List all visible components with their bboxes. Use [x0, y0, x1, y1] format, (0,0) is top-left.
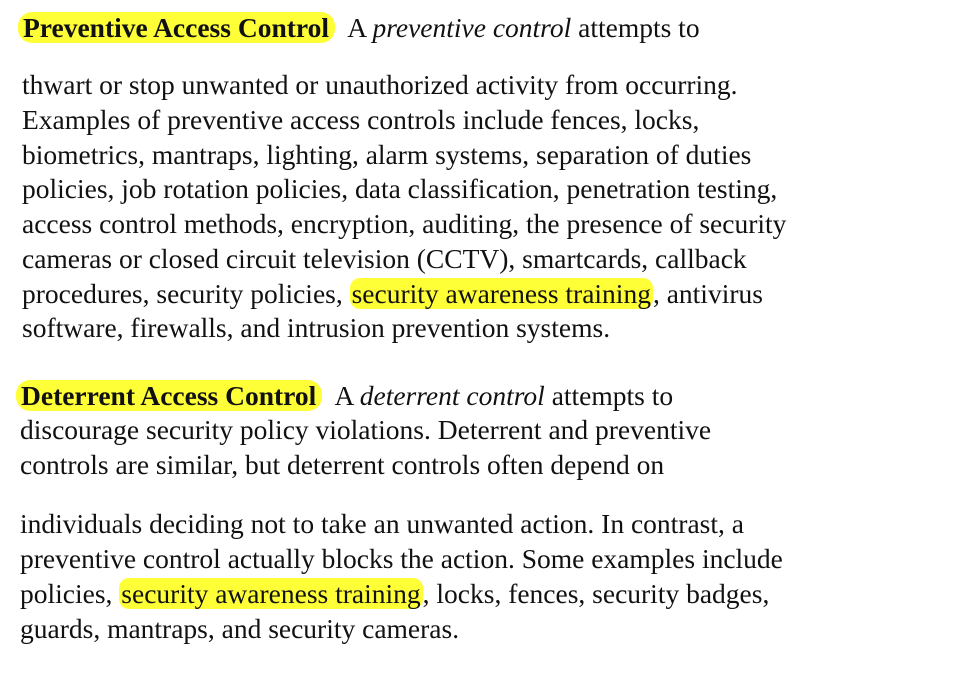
preventive-line-8: software, firewalls, and intrusion prevention systems. [22, 312, 611, 343]
deterrent-line-5: preventive control actually blocks the action. Some examples include [20, 543, 783, 574]
deterrent-heading: Deterrent Access Control [16, 380, 322, 411]
deterrent-line-2: discourage security policy violations. Deterrent and preventive [20, 414, 712, 445]
preventive-line-7 [22, 277, 763, 311]
deterrent-intro-term: deterrent control [359, 380, 545, 411]
deterrent-line-6 [20, 577, 769, 611]
deterrent-intro-suffix: attempts to [551, 380, 674, 411]
preventive-line-3: biometrics, mantraps, lighting, alarm systems, separation of duties [22, 139, 752, 170]
deterrent-line-7: guards, mantraps, and security cameras. [20, 613, 460, 644]
deterrent-line-4: individuals deciding not to take an unwanted action. In contrast, a [20, 508, 744, 539]
preventive-heading: Preventive Access Control [18, 12, 335, 43]
deterrent-highlight-training: security awareness training [121, 578, 421, 609]
preventive-line-1: thwart or stop unwanted or unauthorized activity from occurring. [22, 69, 738, 100]
preventive-line-6: cameras or closed circuit television (CCTV), smartcards, callback [22, 243, 747, 274]
deterrent-line-6-suffix: , locks, fences, security badges, [422, 578, 770, 609]
preventive-line-7-prefix: procedures, security policies, [22, 278, 343, 309]
preventive-line-7-suffix: , antivirus [652, 278, 763, 309]
preventive-intro-term: preventive control [372, 12, 572, 43]
preventive-heading-line [18, 11, 700, 45]
deterrent-line-6-prefix: policies, [20, 578, 113, 609]
deterrent-intro-prefix: A [334, 380, 353, 411]
preventive-line-4: policies, job rotation policies, data classification, penetration testing, [22, 173, 778, 204]
preventive-intro-suffix: attempts to [578, 12, 700, 43]
preventive-highlight-training: security awareness training [351, 278, 651, 309]
preventive-intro-prefix: A [347, 12, 366, 43]
preventive-line-2: Examples of preventive access controls include fences, locks, [22, 104, 700, 135]
deterrent-line-3: controls are similar, but deterrent controls often depend on [20, 449, 665, 480]
preventive-line-5: access control methods, encryption, auditing, the presence of security [22, 208, 787, 239]
deterrent-heading-line [16, 379, 673, 413]
